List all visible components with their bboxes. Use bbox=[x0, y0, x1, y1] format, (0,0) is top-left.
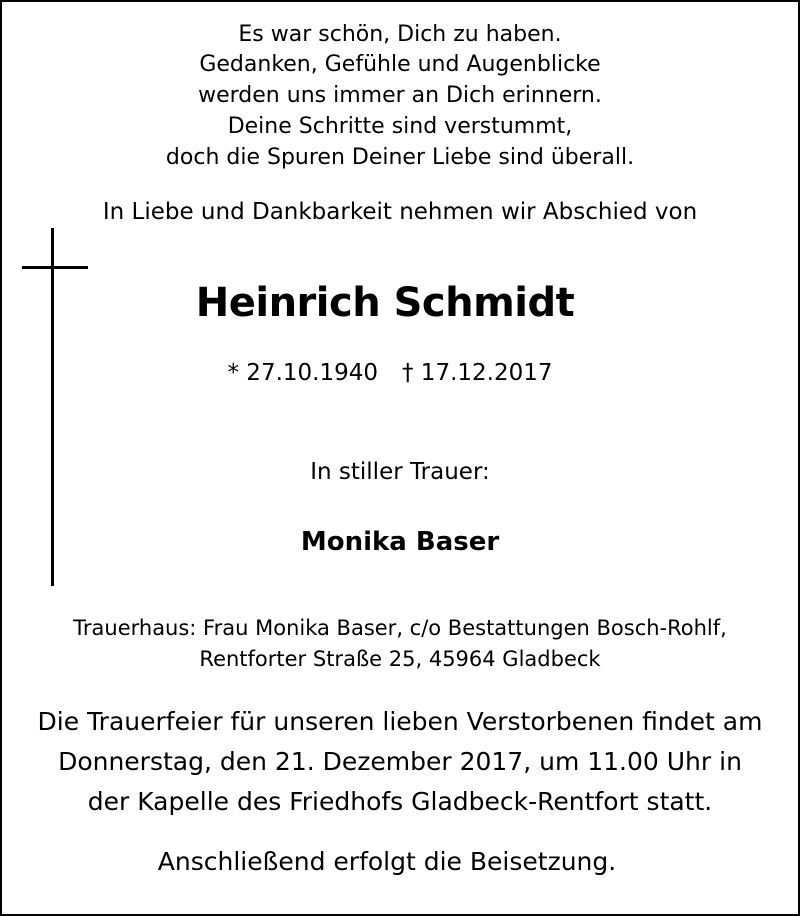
poem-line-5: doch die Spuren Deiner Liebe sind überall. bbox=[165, 145, 635, 170]
poem-line-4: Deine Schritte sind verstummt, bbox=[227, 114, 573, 139]
mourning-label: In stiller Trauer: bbox=[310, 459, 490, 485]
funeral-line-1: Die Trauerfeier für unseren lieben Verstorbenen findet am bbox=[37, 707, 763, 736]
death-date: † 17.12.2017 bbox=[402, 360, 553, 386]
burial-note: Anschließend erfolgt die Beisetzung. bbox=[157, 847, 617, 876]
farewell-intro: In Liebe und Dankbarkeit nehmen wir Abschied von bbox=[102, 199, 698, 225]
house-line-2: Rentforter Straße 25, 45964 Gladbeck bbox=[199, 647, 601, 671]
poem-line-1: Es war schön, Dich zu haben. bbox=[238, 22, 562, 47]
deceased-name: Heinrich Schmidt bbox=[195, 280, 575, 326]
funeral-line-3: der Kapelle des Friedhofs Gladbeck-Rentfort statt. bbox=[87, 787, 713, 816]
poem-line-2: Gedanken, Gefühle und Augenblicke bbox=[199, 52, 601, 77]
life-dates bbox=[0, 360, 798, 386]
house-line-1: Trauerhaus: Frau Monika Baser, c/o Bestattungen Bosch-Rohlf, bbox=[73, 616, 727, 640]
poem-line-3: werden uns immer an Dich erinnern. bbox=[198, 83, 602, 108]
mourner-name: Monika Baser bbox=[300, 527, 500, 557]
funeral-line-2: Donnerstag, den 21. Dezember 2017, um 11.00 Uhr in bbox=[58, 747, 742, 776]
birth-date: * 27.10.1940 bbox=[227, 360, 378, 386]
